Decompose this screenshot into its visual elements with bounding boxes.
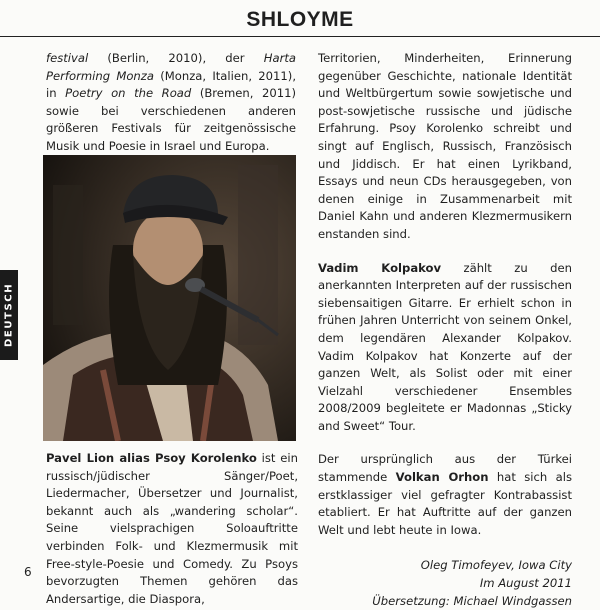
vadim-name-bold: Vadim Kolpakov xyxy=(318,260,442,275)
signature-author: Oleg Timofeyev, Iowa City xyxy=(420,558,572,573)
text-span: hat sich als erstklassiger viel gefragter Kontrabassist etabliert. Er hat Auftritte auf der ganzen Welt und lebt heute in Iowa. xyxy=(318,470,573,537)
text-span: Der ursprünglich aus der Türkei stammende xyxy=(318,452,572,485)
left-column xyxy=(46,50,296,156)
right-paragraph-1: Territorien, Minderheiten, Erinnerung gegenüber Geschichte, nationale Identität und Weltbürgertum sowie sowjetische und post-sowjetische russische und jüdische Erfahrung. Psoy Korolenko schreibt und singt auf Englisch, Russisch, Französisch und Jiddisch. Er hat einen Lyrikband, Essays und neun CDs herausgegeben, von denen einige in Zusammenarbeit mit Daniel Kahn und anderen Klezmermusikern enstanden sind. xyxy=(318,51,572,241)
page-number: 6 xyxy=(24,565,32,579)
signature-block xyxy=(318,557,572,610)
performer-photo xyxy=(43,155,296,441)
volkan-name-bold: Volkan Orhon xyxy=(395,470,489,485)
psoy-bio xyxy=(46,450,298,608)
right-paragraph-3 xyxy=(318,451,572,539)
text-span: ist ein russisch/jüdischer Sänger/Poet, Liedermacher, Übersetzer und Journalist, bekannt auch als „wandering scholar“. Seine vielsprachigen Soloauftritte verbinden Folk- und Klezmermusik mit Free-style-Poesie und Comedy. Zu Psoys bevorzugten Themen gehören das Andersartige, die Diaspora, xyxy=(46,451,298,606)
page-title: SHLOYME xyxy=(246,8,354,31)
text-span: (Bremen, 2011) sowie bei verschiedenen anderen größeren Festivals für zeitgenössische Musik und Poesie in Israel und Europa. xyxy=(46,86,296,153)
performer-photo-illustration xyxy=(43,155,296,441)
right-column xyxy=(318,50,572,610)
poetry-italic: Poetry on the Road xyxy=(65,86,192,101)
title-rule xyxy=(0,36,600,37)
right-paragraph-2 xyxy=(318,260,572,436)
language-side-tab: DEUTSCH xyxy=(0,270,18,360)
harta-italic: Harta Performing Monza xyxy=(46,51,296,83)
text-span: (Berlin, 2010), der xyxy=(88,51,264,65)
signature-date: Im August 2011 xyxy=(479,576,572,591)
text-span: zählt zu den anerkannten Interpreten auf der russischen siebensaitigen Gitarre. Er erhielt schon in frühen Jahren Unterricht von seinem Onkel, dem legendären Alexander Kolpakov. Vadim Kolpakov hat Konzerte auf der ganzen Welt, als Solist oder mit einer Vielzahl verschiedener Ensembles 2008/2009 begleitete er Madonnas „Sticky and Sweet“ Tour. xyxy=(318,260,572,433)
left-paragraph-1 xyxy=(46,50,296,156)
festival-italic: festival xyxy=(46,51,89,65)
signature-translator: Übersetzung: Michael Windgassen xyxy=(372,593,572,608)
psoy-name-bold: Pavel Lion alias Psoy Korolenko xyxy=(46,451,257,465)
text-span: (Monza, Italien, 2011), in xyxy=(46,68,297,101)
left-paragraph-2 xyxy=(46,450,298,608)
